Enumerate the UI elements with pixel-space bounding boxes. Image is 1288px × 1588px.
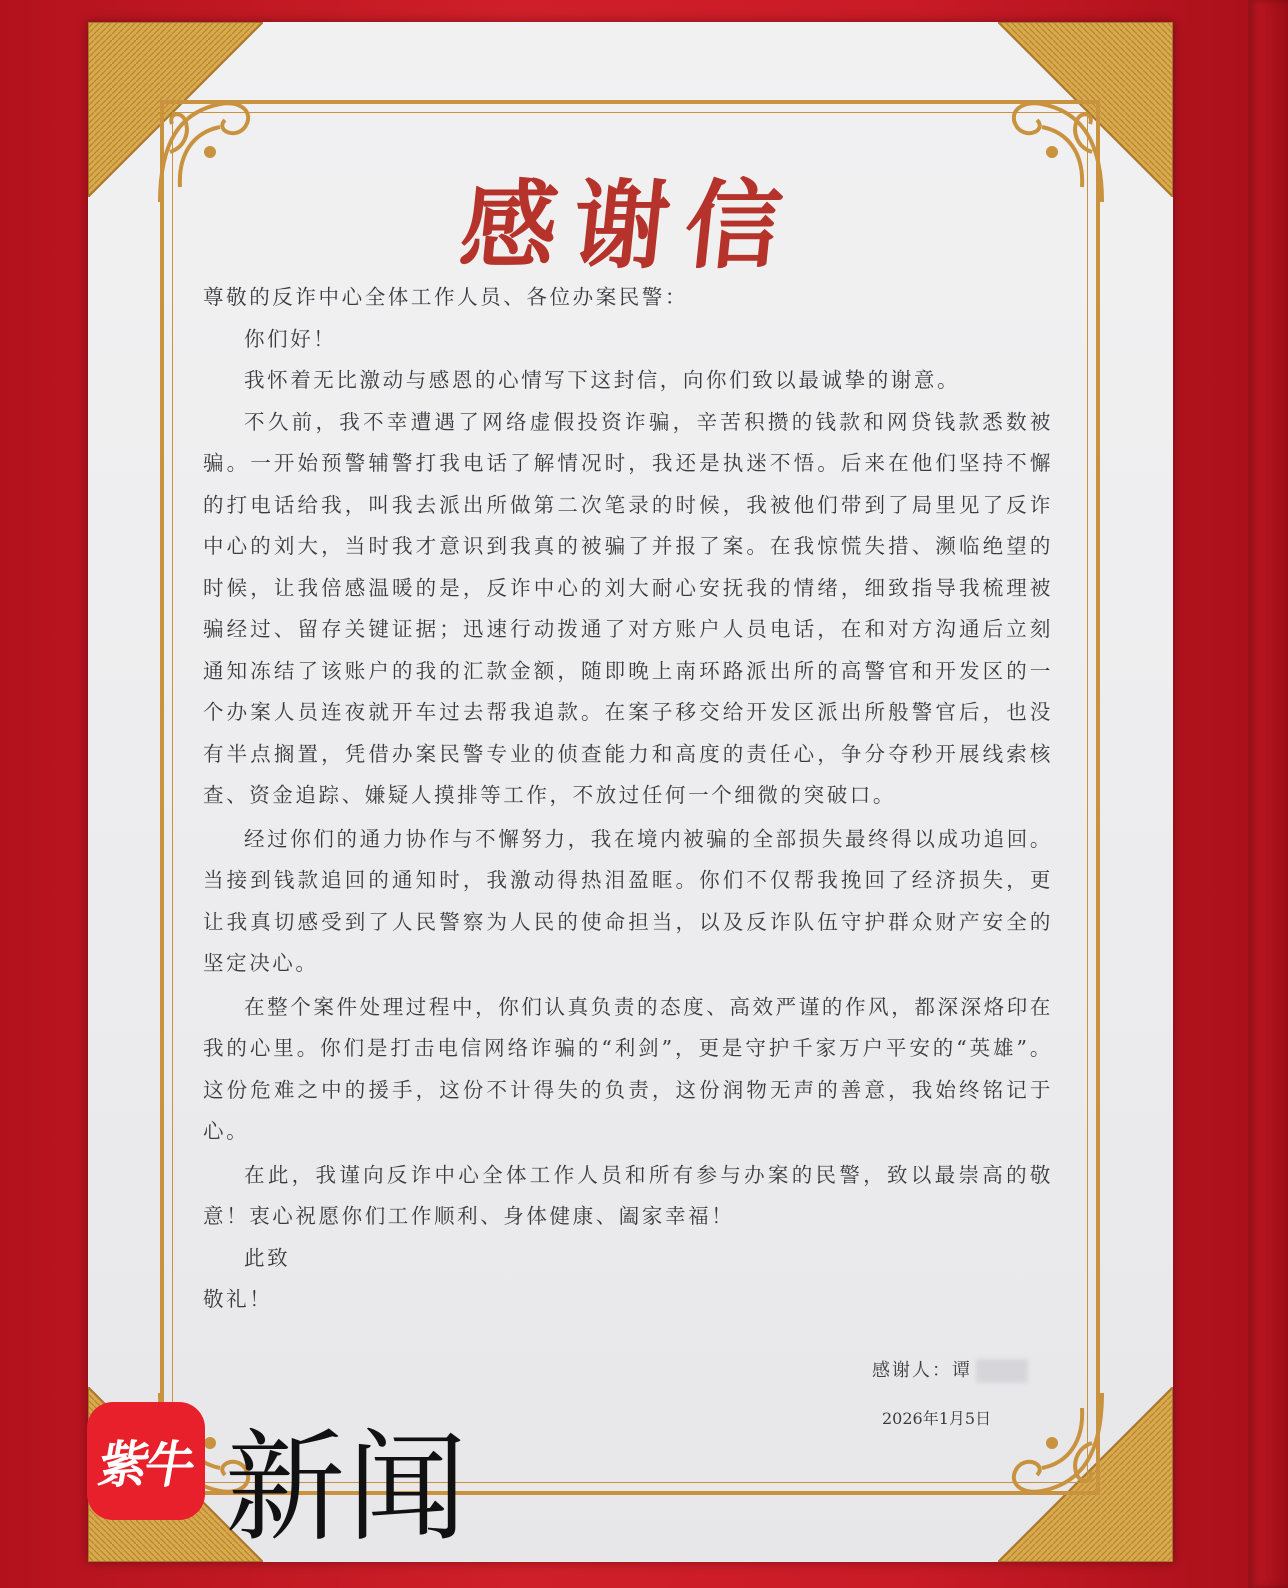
- brand-text: 新闻: [225, 1419, 469, 1558]
- letter-title: 感谢信: [455, 169, 804, 282]
- letter-date: 2026年1月5日: [882, 1409, 992, 1428]
- ziniu-logo-icon: [87, 1402, 205, 1520]
- paragraph-4: 在整个案件处理过程中，你们认真负责的态度、高效严谨的作风，都深深烙印在我的心里。你们是打击电信网络诈骗的“利剑”，更是守护千家万户平安的“英雄”。这份危难之中的援手，这份不计得失的负责，这份润物无声的善意，我始终铭记于心。: [203, 994, 1053, 1143]
- ornament-bottom-right: [992, 1383, 1112, 1503]
- paragraph-3: 经过你们的通力协作与不懈努力，我在境内被骗的全部损失最终得以成功追回。当接到钱款追回的通知时，我激动得热泪盈眶。你们不仅帮我挽回了经济损失，更让我真切感受到了人民警察为人民的使命担当，以及反诈队伍守护群众财产安全的坚定决心。: [203, 826, 1053, 975]
- salutation: 尊敬的反诈中心全体工作人员、各位办案民警：: [203, 285, 689, 309]
- closing-line-2: 敬礼！: [203, 1287, 273, 1311]
- paragraph-5: 在此，我谨向反诈中心全体工作人员和所有参与办案的民警，致以最崇高的敬意！衷心祝愿你们工作顺利、身体健康、阖家幸福！: [203, 1162, 1053, 1228]
- greeting: 你们好！: [244, 326, 337, 351]
- paragraph-2: 不久前，我不幸遭遇了网络虚假投资诈骗，辛苦积攒的钱款和网贷钱款悉数被骗。一开始预警辅警打我电话了解情况时，我还是执迷不悟。后来在他们坚持不懈的打电话给我，叫我去派出所做第二次笔录的时候，我被他们带到了局里见了反诈中心的刘大，当时我才意识到我真的被骗了并报了案。在我惊慌失措、濒临绝望的时候，让我倍感温暖的是，反诈中心的刘大耐心安抚我的情绪，细致指导我梳理被骗经过、留存关键证据；迅速行动拨通了对方账户人员电话，在和对方沟通后立刻通知冻结了该账户的我的汇款金额，随即晚上南环路派出所的高警官和开发区的一个办案人员连夜就开车过去帮我追款。在案子移交给开发区派出所般警官后，也没有半点搁置，凭借办案民警专业的侦查能力和高度的责任心，争分夺秒开展线索核查、资金追踪、嫌疑人摸排等工作，不放过任何一个细微的突破口。: [203, 409, 1053, 807]
- signer: [872, 1356, 1028, 1383]
- redacted-name: [976, 1359, 1028, 1383]
- signer-label: 感谢人：谭: [872, 1360, 972, 1381]
- logo-text: 紫牛: [94, 1436, 197, 1494]
- paragraph-1: 我怀着无比激动与感恩的心情写下这封信，向你们致以最诚挚的谢意。: [244, 368, 961, 392]
- letter-body: [203, 277, 1053, 1321]
- closing-line-1: 此致: [244, 1245, 291, 1270]
